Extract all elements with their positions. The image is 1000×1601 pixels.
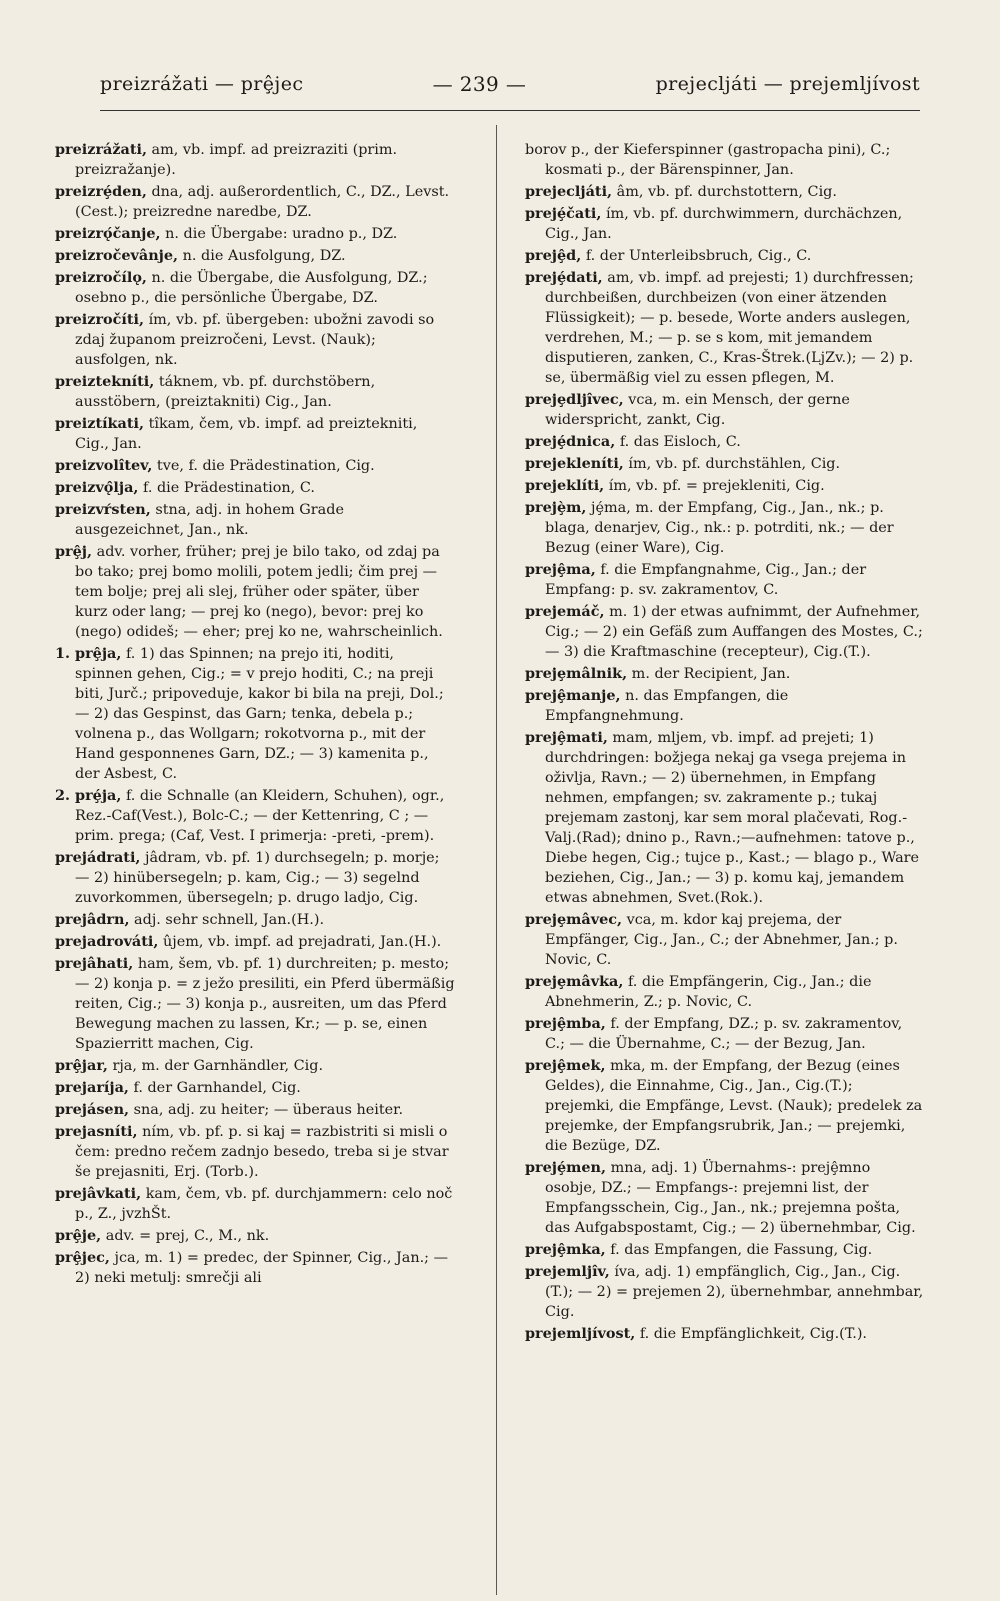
- column-divider: [496, 125, 497, 1595]
- entry-definition: íva, adj. 1) empfänglich, Cig., Jan., Cig.(T.); — 2) = prejemen 2), übernehmbar, annehmbar, Cig.: [545, 1264, 924, 1320]
- entry-definition: f. die Schnalle (an Kleidern, Schuhen), ogr., Rez.-Caf(Vest.), Bolc-C.; — der Kettenring, C ; — prim. prega; (Caf, Vest. I primerja: -preti, -prem).: [75, 788, 445, 844]
- entry-definition: rja, m. der Garnhändler, Cig.: [112, 1058, 324, 1074]
- entry-definition: mam, mljem, vb. impf. ad prejeti; 1) durchdringen: božjega nekaj ga vsega prejema in oživlja, Ravn.; — 2) übernehmen, in Empfang nehmen, empfangen; sv. zakramente p.; tukaj prejemam zastonj, kar sem moral plačevati, Rog.-Valj.(Rad); dnino p., Ravn.;—aufnehmen: tatove p., Diebe hegen, Cig.; tujce p., Kast.; — blago p., Ware beziehen, Cig., Jan.; — 3) p. komu kaj, jemandem etwas abnehmen, Svet.(Rok.).: [545, 730, 920, 906]
- dictionary-entry: [55, 310, 455, 370]
- entry-definition: ím, vb. pf. durchwimmern, durchächzen, Cig., Jan.: [545, 206, 903, 242]
- right-column: [525, 140, 925, 1346]
- entry-headword: prejȩ̂manje,: [525, 687, 621, 704]
- entry-definition: f. die Prädestination, C.: [143, 480, 315, 496]
- dictionary-entry: [55, 246, 455, 266]
- dictionary-entry: [525, 1014, 925, 1054]
- entry-headword: preizrǫ́čanje,: [55, 225, 161, 242]
- entry-definition: sna, adj. zu heiter; — überaus heiter.: [133, 1102, 404, 1118]
- entry-headword: prejȩdljîvec,: [525, 391, 624, 408]
- entry-headword: preizrȩ́den,: [55, 183, 147, 200]
- dictionary-entry: [525, 602, 925, 662]
- dictionary-entry: [55, 1226, 455, 1246]
- entry-headword: prejȩmâlnik,: [525, 665, 628, 682]
- entry-definition: borov p., der Kieferspinner (gastropacha pini), C.; kosmati p., der Bärenspinner, Jan.: [525, 142, 891, 178]
- entry-definition: f. das Eisloch, C.: [619, 434, 741, 450]
- entry-headword: prejâdrn,: [55, 911, 130, 928]
- entry-definition: m. 1) der etwas aufnimmt, der Aufnehmer, Cig.; — 2) ein Gefäß zum Auffangen des Mostes, C.; — 3) die Kraftmaschine (recepteur), Cig.(T.).: [545, 604, 923, 660]
- entry-headword: 2. prȩ́ja,: [55, 787, 122, 804]
- dictionary-entry: [525, 972, 925, 1012]
- dictionary-entry: [525, 1262, 925, 1322]
- entry-headword: preiztíkati,: [55, 415, 144, 432]
- entry-headword: prejemáč,: [525, 603, 605, 620]
- dictionary-entry: [525, 1240, 925, 1260]
- dictionary-entry: [525, 390, 925, 430]
- dictionary-entry: [55, 1078, 455, 1098]
- dictionary-entry: [525, 454, 925, 474]
- entry-definition: ham, šem, vb. pf. 1) durchreiten; p. mesto; — 2) konja p. = z ježo presiliti, ein Pferd übermäßig reiten, Cig.; — 3) konja p., ausreiten, um das Pferd Bewegung machen zu lassen, Kr.; — p. se, einen Spazierritt machen, Cig.: [75, 956, 455, 1052]
- entry-definition: ím, vb. pf. übergeben: ubožni zavodi so zdaj županom preizročeni, Levst. (Nauk); ausfolgen, nk.: [75, 312, 435, 368]
- entry-definition: f. 1) das Spinnen; na prejo iti, hoditi, spinnen gehen, Cig.; = v prejo hoditi, C.; na preji biti, Jurč.; pripoveduje, kakor bi bila na preji, Dol.; — 2) das Gespinst, das Garn; tenka, debela p.; volnena p., das Wollgarn; rokotvorna p., mit der Hand gesponnenes Garn, DZ.; — 3) kamenita p., der Asbest, C.: [75, 646, 444, 782]
- entry-definition: f. der Unterleibsbruch, Cig., C.: [585, 248, 812, 264]
- entry-definition: f. die Empfangnahme, Cig., Jan.; der Empfang: p. sv. zakramentov, C.: [545, 562, 867, 598]
- entry-definition: tve, f. die Prädestination, Cig.: [156, 458, 375, 474]
- dictionary-entry: [55, 1100, 455, 1120]
- entry-headword: prejȩ̂mka,: [525, 1241, 606, 1258]
- entry-definition: ûjem, vb. impf. ad prejadrati, Jan.(H.).: [162, 934, 442, 950]
- entry-headword: prejȩ́men,: [525, 1159, 607, 1176]
- dictionary-entry: [55, 456, 455, 476]
- header-left-guide: preizrážati — prȩ̂jec: [100, 73, 304, 95]
- entry-headword: preizvolîtev,: [55, 457, 153, 474]
- entry-headword: preizročílǫ,: [55, 269, 147, 286]
- entry-definition: mka, m. der Empfang, der Bezug (eines Geldes), die Einnahme, Cig., Jan., Cig.(T.); prejemki, die Empfänge, Levst. (Nauk); predelek za prejemke, der Empfangsrubrik, Jan.; — prejemki, die Bezüge, DZ.: [545, 1058, 923, 1154]
- entry-definition: adv. = prej, C., M., nk.: [105, 1228, 270, 1244]
- dictionary-entry: [55, 1056, 455, 1076]
- entry-definition: jâdram, vb. pf. 1) durchsegeln; p. morje; — 2) hinübersegeln; p. kam, Cig.; — 3) segelnd zuvorkommen, übersegeln; p. drugo ladjo, Cig.: [75, 850, 440, 906]
- entry-definition: f. der Garnhandel, Cig.: [133, 1080, 301, 1096]
- entry-headword: preizvŕsten,: [55, 501, 151, 518]
- dictionary-entry: [525, 268, 925, 388]
- entry-headword: prejȩ̂mek,: [525, 1057, 606, 1074]
- entry-headword: prejȩ́čati,: [525, 205, 602, 222]
- entry-definition: âm, vb. pf. durchstottern, Cig.: [616, 184, 837, 200]
- dictionary-entry: [525, 1056, 925, 1156]
- entry-definition: f. der Empfang, DZ.; p. sv. zakramentov, C.; — die Übernahme, C.; — der Bezug, Jan.: [545, 1016, 903, 1052]
- entry-headword: prejȩ́dnica,: [525, 433, 616, 450]
- entry-definition: mna, adj. 1) Übernahms-: prejȩ̂mno osobje, DZ.; — Empfangs-: prejemni list, der Empfangsschein, Cig., Jan., nk.; prejemna pošta, das Aufgabspostamt, Cig.; — 2) übernehmbar, Cig.: [545, 1160, 916, 1236]
- entry-definition: jȩ́ma, m. der Empfang, Cig., Jan., nk.; p. blaga, denarjev, Cig., nk.: p. potrditi, nk.; — der Bezug (einer Ware), Cig.: [545, 500, 894, 556]
- entry-headword: preizročíti,: [55, 311, 144, 328]
- dictionary-entry: [55, 478, 455, 498]
- entry-headword: prejasníti,: [55, 1123, 138, 1140]
- dictionary-entry: [525, 1324, 925, 1344]
- page-number: — 239 —: [432, 72, 527, 96]
- dictionary-entry: [525, 686, 925, 726]
- entry-headword: prejȩ̀m,: [525, 499, 587, 516]
- entry-definition: n. die Übergabe, die Ausfolgung, DZ.; osebno p., die persönliche Übergabe, DZ.: [75, 270, 428, 306]
- dictionary-entry: [525, 728, 925, 908]
- dictionary-entry: [525, 560, 925, 600]
- dictionary-entry: [55, 224, 455, 244]
- entry-definition: am, vb. impf. ad preizraziti (prim. preizražanje).: [75, 142, 398, 178]
- entry-definition: f. die Empfängerin, Cig., Jan.; die Abnehmerin, Z.; p. Novic, C.: [545, 974, 872, 1010]
- entry-headword: prejaríja,: [55, 1079, 129, 1096]
- entry-headword: preizročevânje,: [55, 247, 179, 264]
- entry-headword: prejȩ́dati,: [525, 269, 603, 286]
- dictionary-entry: [525, 498, 925, 558]
- entry-headword: prejásen,: [55, 1101, 130, 1118]
- dictionary-entry: [55, 140, 455, 180]
- dictionary-entry: [525, 246, 925, 266]
- entry-definition: kam, čem, vb. pf. durchjammern: celo noč p., Z., jvzhŠt.: [75, 1186, 453, 1222]
- entry-headword: prejâvkati,: [55, 1185, 142, 1202]
- dictionary-entry: [55, 644, 455, 784]
- entry-headword: prȩ̂jar,: [55, 1057, 108, 1074]
- left-column: [55, 140, 455, 1290]
- entry-headword: prejekleníti,: [525, 455, 624, 472]
- dictionary-entry: [525, 140, 925, 180]
- page-header: [100, 58, 920, 111]
- dictionary-entry: [55, 372, 455, 412]
- dictionary-entry: [55, 268, 455, 308]
- entry-headword: prejȩ̂mba,: [525, 1015, 606, 1032]
- dictionary-entry: [525, 664, 925, 684]
- entry-definition: vca, m. kdor kaj prejema, der Empfänger, Cig., Jan., C.; der Abnehmer, Jan.; p. Novic, C.: [545, 912, 898, 968]
- dictionary-entry: [55, 1248, 455, 1288]
- dictionary-entry: [55, 182, 455, 222]
- entry-definition: n. die Übergabe: uradno p., DZ.: [165, 226, 398, 242]
- entry-headword: prejȩmâvec,: [525, 911, 623, 928]
- entry-definition: adv. vorher, früher; prej je bilo tako, od zdaj pa bo tako; prej bomo molili, potem jedli; čim prej — tem bolje; prej ali slej, früher oder später, über kurz oder lang; — prej ko (nego), bevor: prej ko (nego) odideš; — eher; prej ko ne, wahrscheinlich.: [75, 544, 443, 640]
- entry-headword: preizrážati,: [55, 141, 147, 158]
- entry-headword: prejȩ̂mati,: [525, 729, 608, 746]
- header-right-guide: prejecljáti — prejemljívost: [655, 73, 920, 95]
- entry-definition: am, vb. impf. ad prejesti; 1) durchfressen; durchbeißen, durchbeizen (von einer ätzenden Flüssigkeit); — p. besede, Worte anders auslegen, verdrehen, M.; — p. se s kom, mit jemandem disputieren, zanken, C., Kras-Štrek.(LjZv.); — 2) p. se, übermäßig viel zu essen pflegen, M.: [545, 270, 914, 386]
- entry-definition: dna, adj. außerordentlich, C., DZ., Levst.(Cest.); preizredne naredbe, DZ.: [75, 184, 450, 220]
- entry-headword: preiztekníti,: [55, 373, 155, 390]
- dictionary-entry: [55, 1184, 455, 1224]
- entry-definition: tîkam, čem, vb. impf. ad preiztekniti, Cig., Jan.: [75, 416, 418, 452]
- entry-headword: prejȩ̂d,: [525, 247, 582, 264]
- dictionary-entry: [525, 1158, 925, 1238]
- entry-definition: jca, m. 1) = predec, der Spinner, Cig., Jan.; — 2) neki metulj: smrečji ali: [75, 1250, 448, 1286]
- entry-definition: ím, vb. pf. = prejekleniti, Cig.: [608, 478, 825, 494]
- entry-headword: prejȩmâvka,: [525, 973, 624, 990]
- entry-headword: prȩ̂jec,: [55, 1249, 110, 1266]
- entry-definition: adj. sehr schnell, Jan.(H.).: [134, 912, 325, 928]
- entry-headword: prejadrováti,: [55, 933, 159, 950]
- entry-headword: prejemljívost,: [525, 1325, 636, 1342]
- dictionary-entry: [55, 910, 455, 930]
- entry-headword: prejemljîv,: [525, 1263, 610, 1280]
- entry-headword: prejâhati,: [55, 955, 134, 972]
- entry-headword: prejádrati,: [55, 849, 141, 866]
- entry-definition: f. das Empfangen, die Fassung, Cig.: [610, 1242, 873, 1258]
- dictionary-entry: [55, 500, 455, 540]
- entry-definition: m. der Recipient, Jan.: [631, 666, 791, 682]
- entry-definition: ním, vb. pf. p. si kaj = razbistriti si misli o čem: predno rečem zadnjo besedo, treba si je stvar še prejasniti, Erj. (Torb.).: [75, 1124, 449, 1180]
- entry-definition: ím, vb. pf. durchstählen, Cig.: [628, 456, 841, 472]
- dictionary-entry: [55, 848, 455, 908]
- entry-definition: stna, adj. in hohem Grade ausgezeichnet, Jan., nk.: [75, 502, 344, 538]
- entry-headword: prȩ̂je,: [55, 1227, 102, 1244]
- entry-headword: prȩ̂j,: [55, 543, 93, 560]
- dictionary-entry: [55, 786, 455, 846]
- dictionary-entry: [525, 476, 925, 496]
- dictionary-entry: [525, 204, 925, 244]
- dictionary-entry: [525, 182, 925, 202]
- entry-definition: vca, m. ein Mensch, der gerne widerspricht, zankt, Cig.: [545, 392, 850, 428]
- dictionary-entry: [55, 414, 455, 454]
- entry-headword: prejȩ̂ma,: [525, 561, 596, 578]
- entry-definition: n. das Empfangen, die Empfangnehmung.: [545, 688, 789, 724]
- dictionary-entry: [55, 954, 455, 1054]
- dictionary-entry: [525, 910, 925, 970]
- entry-headword: preizvǫ̂lja,: [55, 479, 139, 496]
- dictionary-entry: [525, 432, 925, 452]
- dictionary-entry: [55, 1122, 455, 1182]
- entry-headword: 1. prȩ̂ja,: [55, 645, 122, 662]
- entry-definition: f. die Empfänglichkeit, Cig.(T.).: [639, 1326, 868, 1342]
- dictionary-entry: [55, 932, 455, 952]
- entry-headword: prejeklíti,: [525, 477, 605, 494]
- entry-headword: prejecljáti,: [525, 183, 613, 200]
- dictionary-entry: [55, 542, 455, 642]
- entry-definition: táknem, vb. pf. durchstöbern, ausstöbern, (preiztakniti) Cig., Jan.: [75, 374, 376, 410]
- entry-definition: n. die Ausfolgung, DZ.: [182, 248, 346, 264]
